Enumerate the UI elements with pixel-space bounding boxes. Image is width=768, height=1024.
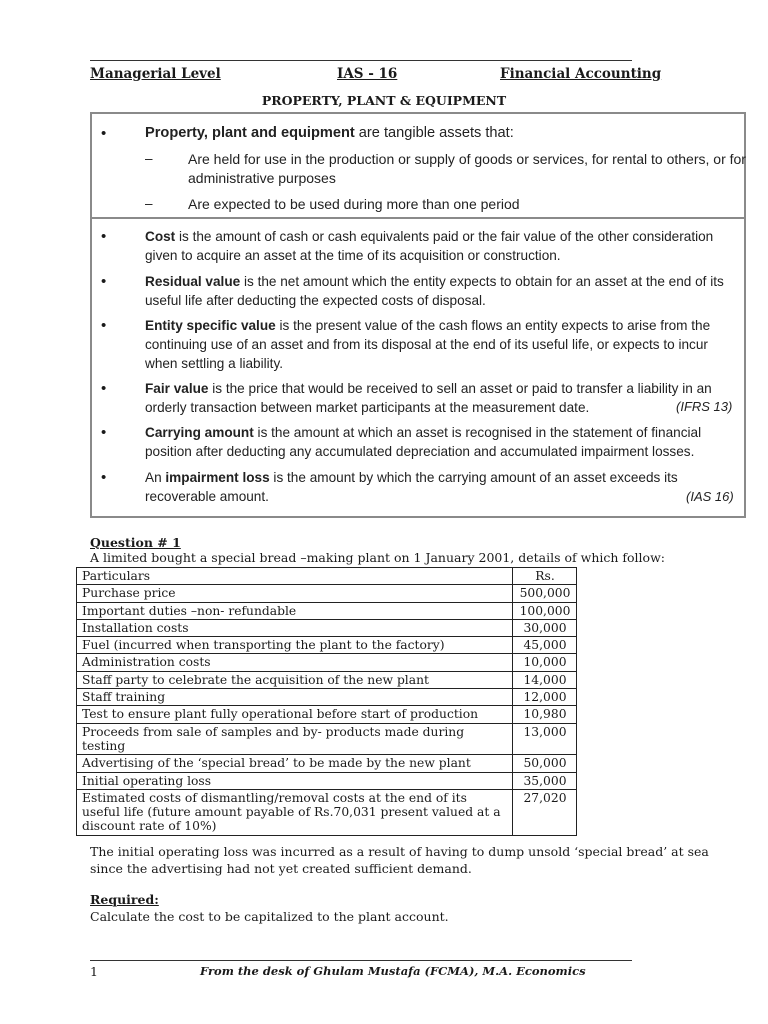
definition-impairment-loss: An impairment loss is the amount by which the carrying amount of an asset exceeds its recoverable amount. — [145, 470, 678, 504]
definition-cost: Cost is the amount of cash or cash equivalents paid or the fair value of the other consideration given to acquire an asset at the time of its acquisition or construction. — [145, 229, 714, 263]
row-amount: 13,000 — [513, 723, 577, 755]
table-row — [77, 619, 577, 636]
definition-term: impairment loss — [165, 470, 270, 485]
row-amount: 35,000 — [513, 772, 577, 789]
table-row — [77, 772, 577, 789]
row-particular: Installation costs — [77, 619, 513, 636]
row-amount: 500,000 — [513, 585, 577, 602]
ias-16-reference: (IAS 16) — [686, 489, 734, 504]
table-header-row — [77, 568, 577, 585]
table-row — [77, 689, 577, 706]
bullet-icon: • — [101, 469, 107, 486]
row-amount: 100,000 — [513, 602, 577, 619]
definition-term: Carrying amount — [145, 425, 254, 440]
row-amount: 10,000 — [513, 654, 577, 671]
ppe-lead-rest: are tangible assets that: — [354, 125, 514, 141]
table-row — [77, 654, 577, 671]
dash-icon: – — [145, 196, 153, 211]
row-amount: 12,000 — [513, 689, 577, 706]
row-amount: 27,020 — [513, 789, 577, 835]
row-amount: 10,980 — [513, 706, 577, 723]
ppe-sub2: Are expected to be used during more than one period — [188, 196, 520, 212]
header-left: Managerial Level — [90, 66, 221, 82]
definition-carrying-amount: Carrying amount is the amount at which an asset is recognised in the statement of financial position after deducting any accumulated depreciation and accumulated impairment losses. — [145, 425, 702, 459]
row-amount: 30,000 — [513, 619, 577, 636]
header-center: IAS - 16 — [337, 66, 398, 82]
page-title: PROPERTY, PLANT & EQUIPMENT — [261, 93, 507, 108]
note-line: The initial operating loss was incurred as a result of having to dump unsold ‘special bread’ at sea — [90, 844, 709, 859]
question-intro: A limited bought a special bread –making plant on 1 January 2001, details of which follow: — [90, 550, 665, 565]
required-text: Calculate the cost to be capitalized to the plant account. — [90, 909, 449, 924]
dash-icon: – — [145, 151, 153, 166]
definition-term: Residual value — [145, 274, 241, 289]
row-particular: Proceeds from sale of samples and by- products made during testing — [77, 723, 513, 755]
definition-term: Fair value — [145, 381, 209, 396]
row-particular: Administration costs — [77, 654, 513, 671]
table-row — [77, 789, 577, 835]
ppe-sub1-line1: Are held for use in the production or supply of goods or services, for rental to others, or for — [188, 151, 746, 167]
row-particular: Staff training — [77, 689, 513, 706]
note-line: since the advertising had not yet created sufficient demand. — [90, 861, 472, 876]
definition-fair-value: Fair value is the price that would be received to sell an asset or paid to transfer a liability in an orderly transaction between market participants at the measurement date. — [145, 381, 712, 415]
note-paragraph — [90, 843, 709, 877]
row-amount: 14,000 — [513, 671, 577, 688]
row-particular: Test to ensure plant fully operational before start of production — [77, 706, 513, 723]
header-top-rule — [90, 60, 632, 61]
ppe-lead-term: Property, plant and equipment — [145, 125, 355, 141]
footer-credit: From the desk of Ghulam Mustafa (FCMA), M.A. Economics — [200, 964, 586, 978]
cost-details-table — [76, 567, 577, 836]
table-row — [77, 755, 577, 772]
ifrs-13-reference: (IFRS 13) — [676, 399, 733, 414]
table-row — [77, 585, 577, 602]
row-particular: Purchase price — [77, 585, 513, 602]
ppe-sub1-line2: administrative purposes — [188, 170, 336, 186]
row-particular: Fuel (incurred when transporting the plant to the factory) — [77, 637, 513, 654]
table-row — [77, 723, 577, 755]
table-row — [77, 602, 577, 619]
page-number: 1 — [90, 964, 98, 979]
definition-entity-specific-value: Entity specific value is the present value of the cash flows an entity expects to arise from the continuing use of an asset and from its disposal at the end of its useful life, or expects to incur when settling a liability. — [145, 318, 711, 371]
question-title: Question # 1 — [90, 535, 181, 550]
column-header-amount: Rs. — [513, 568, 577, 585]
table-row — [77, 671, 577, 688]
bullet-icon: • — [101, 317, 107, 334]
definition-term: Entity specific value — [145, 318, 276, 333]
row-particular: Important duties –non- refundable — [77, 602, 513, 619]
row-particular: Staff party to celebrate the acquisition of the new plant — [77, 671, 513, 688]
bullet-icon: • — [101, 125, 107, 142]
row-particular: Initial operating loss — [77, 772, 513, 789]
definition-term: Cost — [145, 229, 176, 244]
required-heading: Required: — [90, 892, 159, 907]
footer-rule — [90, 960, 632, 961]
row-particular: Estimated costs of dismantling/removal costs at the end of its useful life (future amount payable of Rs.70,031 present valued at a discount rate of 10%) — [77, 789, 513, 835]
bullet-icon: • — [101, 273, 107, 290]
ppe-lead — [145, 124, 514, 143]
row-amount: 45,000 — [513, 637, 577, 654]
header-right: Financial Accounting — [500, 66, 662, 82]
row-amount: 50,000 — [513, 755, 577, 772]
column-header-particulars: Particulars — [77, 568, 513, 585]
table-row — [77, 706, 577, 723]
table-row — [77, 637, 577, 654]
definition-residual-value: Residual value is the net amount which the entity expects to obtain for an asset at the end of its useful life after deducting the expected costs of disposal. — [145, 274, 724, 308]
bullet-icon: • — [101, 424, 107, 441]
row-particular: Advertising of the ‘special bread’ to be made by the new plant — [77, 755, 513, 772]
bullet-icon: • — [101, 380, 107, 397]
bullet-icon: • — [101, 228, 107, 245]
